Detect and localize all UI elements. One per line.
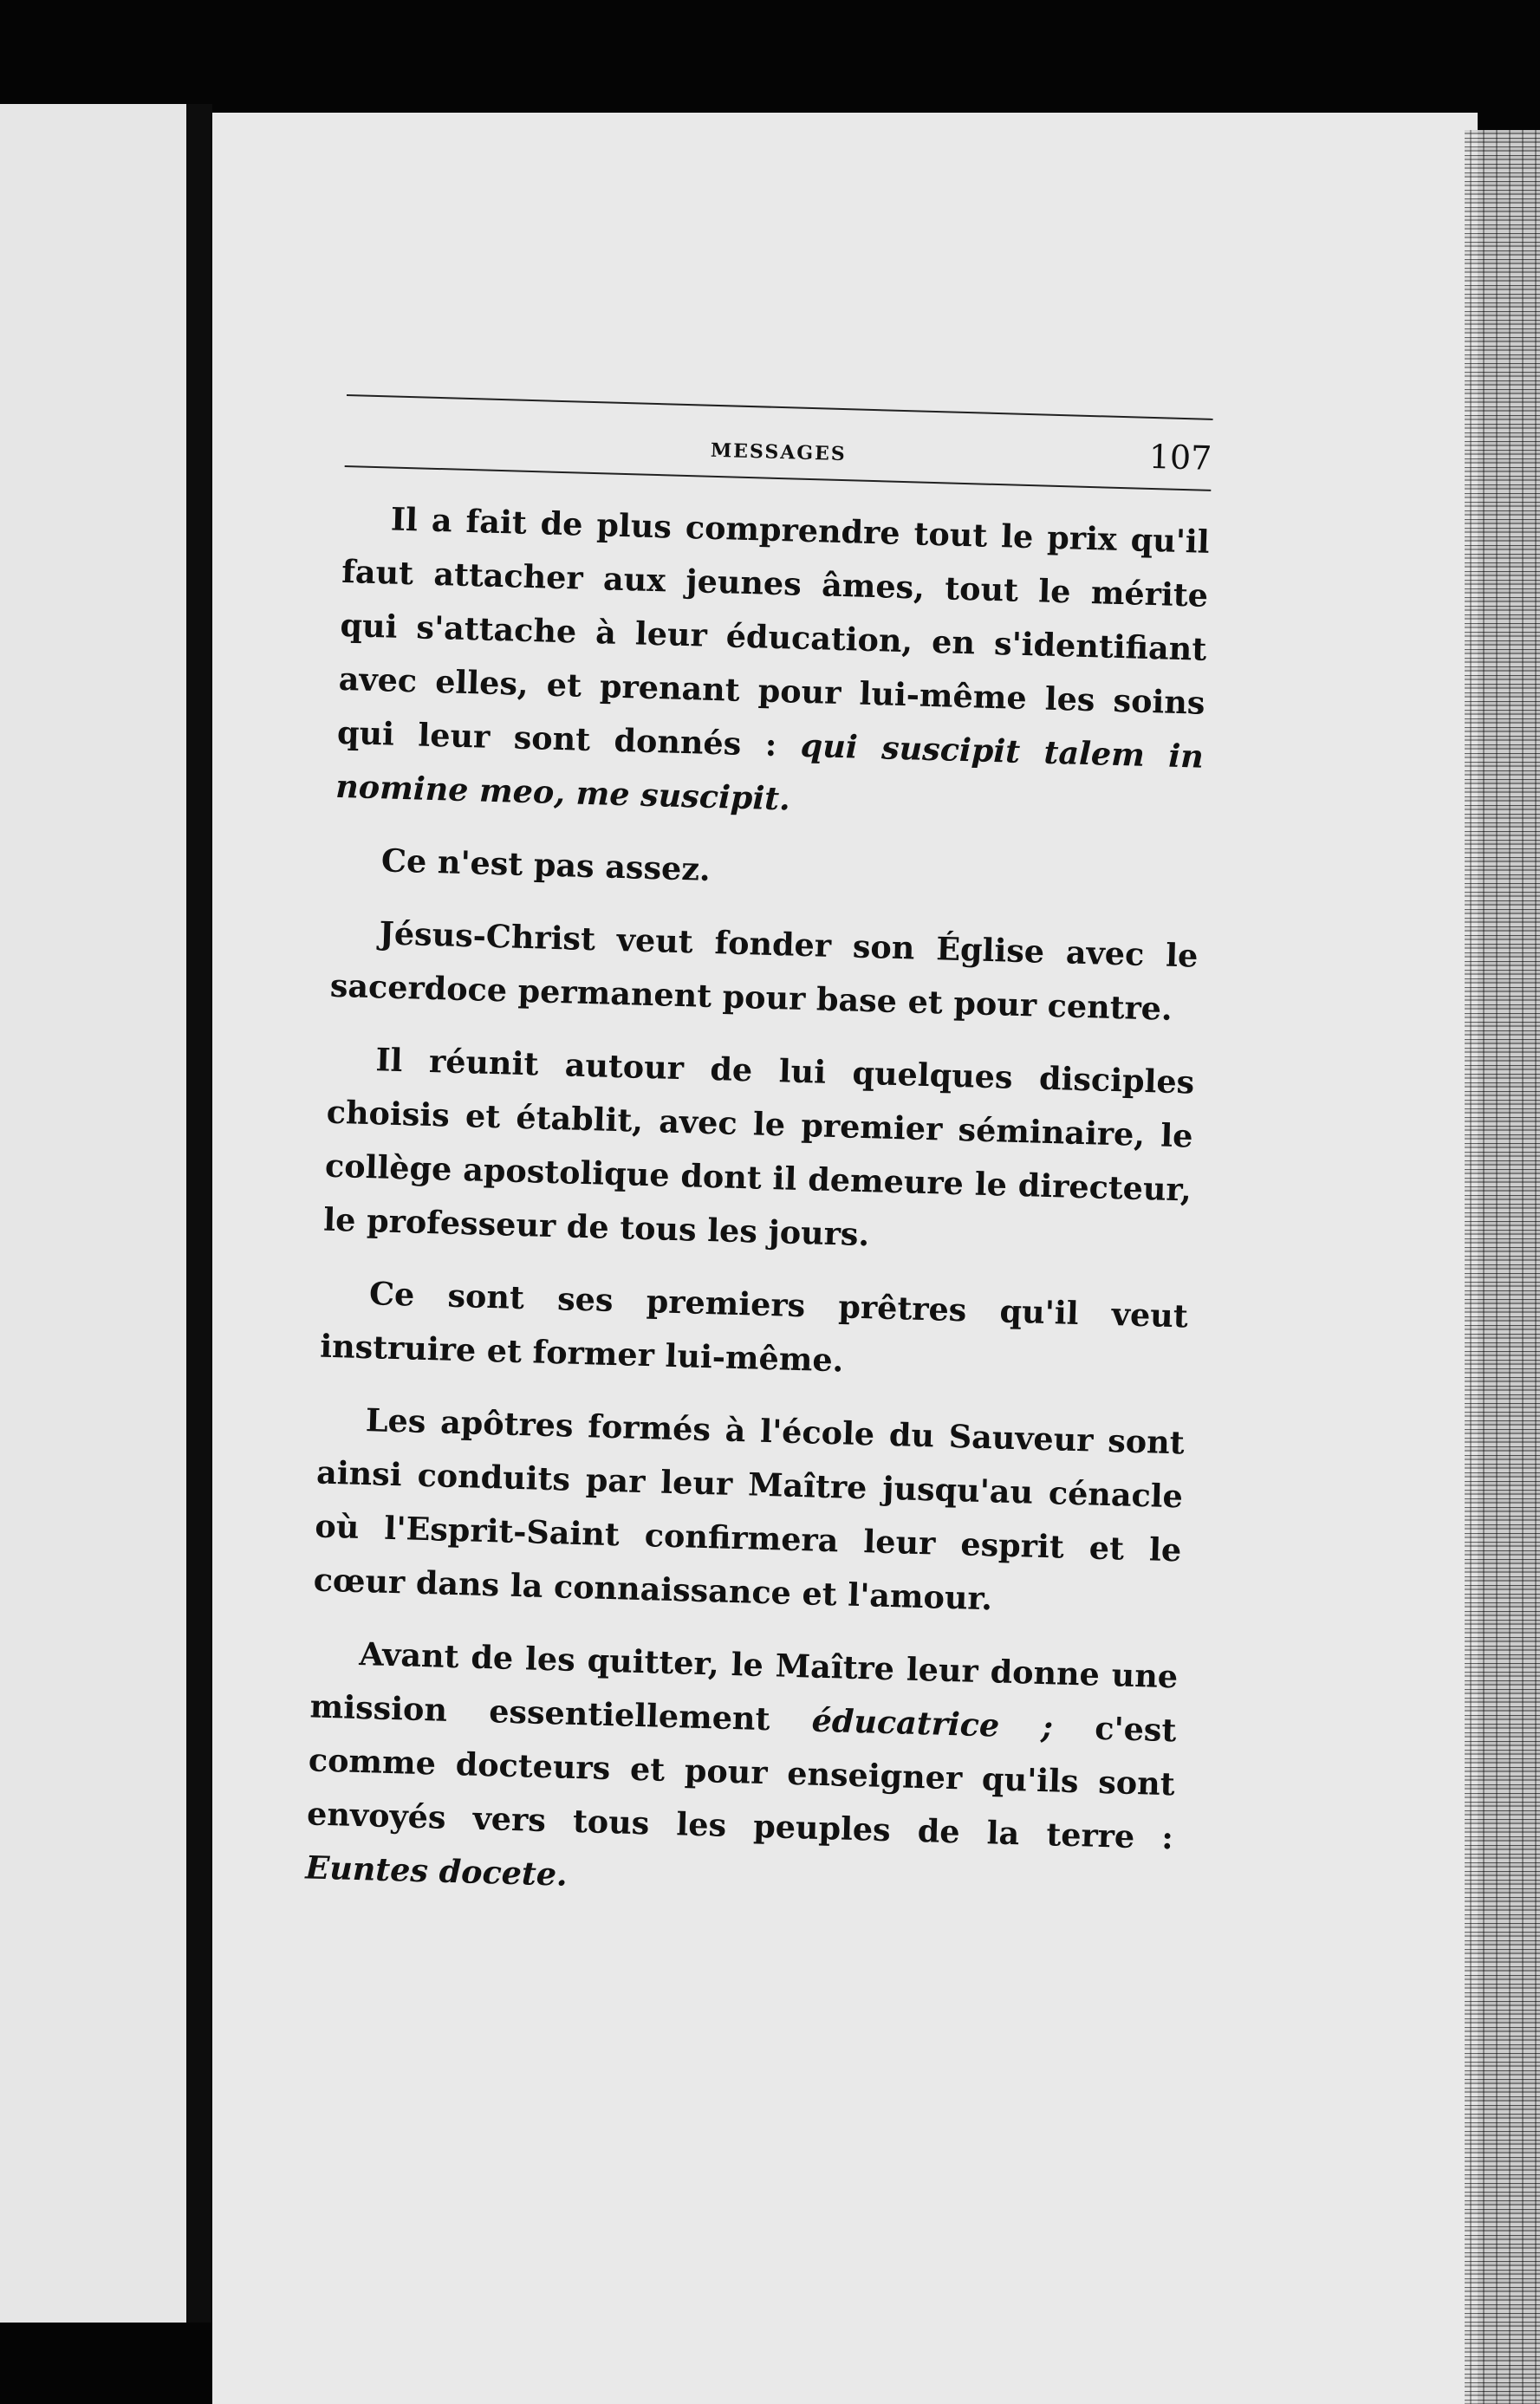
paragraph-6: Les apôtres formés à l'école du Sauveur sont ainsi conduits par leur Maître jusqu'au cénacle où l'Esprit-Saint confirmera leur esprit et le cœur dans la connaissance et l'amour. [313, 1401, 1186, 1618]
page-edge-shadow [1465, 130, 1540, 2404]
paragraph-7 [305, 1626, 1179, 1919]
left-page-edge [0, 104, 186, 2323]
paragraph-7-text-a: Avant de les quitter, le Maître leur donne une mission essentiellement [309, 1634, 1179, 1739]
italic-educatrice: éducatrice ; [811, 1701, 1054, 1746]
running-head: MESSAGES [710, 439, 848, 466]
paragraph-1-text: Il a fait de plus comprendre tout le prix qu'il faut attacher aux jeunes âmes, tout le mérite qui s'attache à leur éducation, en s'identifiant avec elles, et prenant pour lui-même les soins qui leur sont donnés : [336, 500, 1211, 764]
latin-quote: qui suscipit talem in nomine meo, me suscipit. [335, 726, 1205, 818]
paragraph-7-text-b: c'est comme docteurs et pour enseigner qu'ils sont envoyés vers tous les peuples de la terre : [306, 1708, 1177, 1857]
book-gutter [186, 104, 212, 2323]
page-content [304, 394, 1213, 1938]
paragraph-2: Ce n'est pas assez. [380, 841, 712, 888]
latin-euntes-docete: Euntes docete. [304, 1848, 569, 1894]
body-text [305, 491, 1211, 1919]
paragraph-3: Jésus-Christ veut fonder son Église avec le sacerdoce permanent pour base et pour centre. [329, 914, 1199, 1028]
paragraph-1 [335, 491, 1210, 838]
page-number: 107 [1148, 437, 1212, 478]
paragraph-5: Ce sont ses premiers prêtres qu'il veut instruire et former lui-même. [319, 1275, 1189, 1380]
paragraph-4: Il réunit autour de lui quelques disciples choisis et établit, avec le premier séminaire, le collège apostolique dont il demeure le directeur, le professeur de tous les jours. [322, 1041, 1195, 1254]
